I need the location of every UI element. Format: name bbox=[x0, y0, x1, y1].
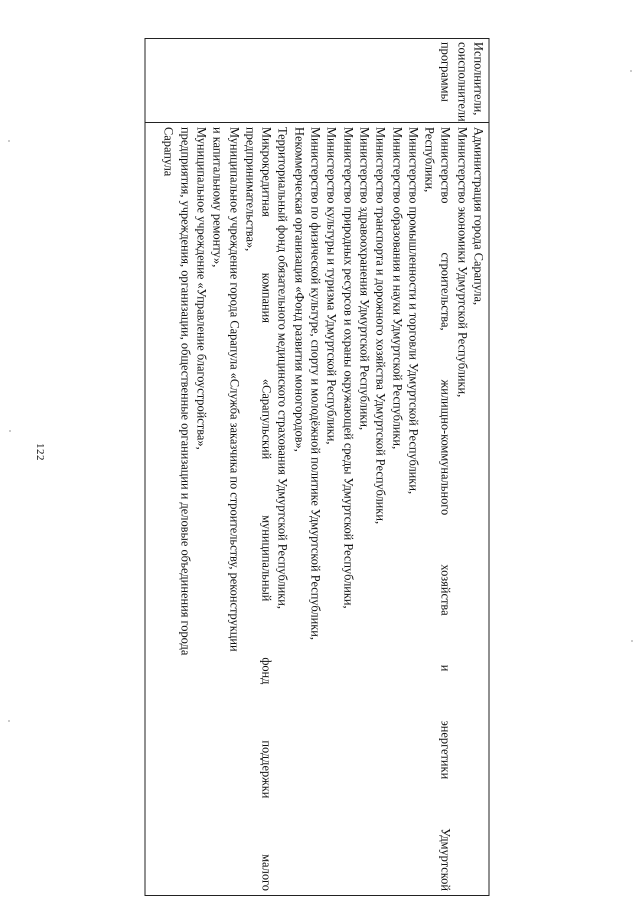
label-cell bbox=[146, 39, 489, 123]
content-line: Министерство образования и науки Удмуртской Республики, bbox=[390, 127, 405, 450]
content-line: Министерство по физической культуре, спорту и молодёжной политике Удмуртской Республики, bbox=[308, 127, 323, 640]
page-number: 122 bbox=[34, 443, 46, 461]
content-line: предпринимательства», bbox=[243, 127, 258, 252]
scan-speck bbox=[8, 720, 10, 722]
content-cell bbox=[146, 123, 489, 895]
content-line: Министерство экономики Удмуртской Республики, bbox=[455, 127, 470, 398]
content-line: Министерство строительства, жилищно-коммунального хозяйства и энергетики Удмуртской bbox=[438, 127, 453, 891]
label-line: программы bbox=[438, 42, 453, 102]
content-line: Министерство промышленности и торговли Удмуртской Республики, bbox=[406, 127, 421, 495]
scan-speck bbox=[631, 640, 633, 642]
content-line: Муниципальное учреждение города Сарапула «Служба заказчика по строительству, реконструкции bbox=[227, 127, 242, 652]
content-line: предприятия, учреждения, организации, общественные организации и деловые объединения города bbox=[178, 127, 193, 656]
content-line: Микрокредитная компания «Сарапульский муниципальный фонд поддержки малого bbox=[259, 127, 274, 891]
content-line: Министерство транспорта и дорожного хозяйства Удмуртской Республики, bbox=[373, 127, 388, 525]
content-line: и капитальному ремонту», bbox=[210, 127, 225, 268]
content-line: Сарапула bbox=[161, 127, 176, 177]
content-line: Некоммерческая организация «Фонд развития моногородов», bbox=[292, 127, 307, 452]
label-line: соисполнители bbox=[455, 42, 470, 122]
content-line: Министерство здравоохранения Удмуртской Республики, bbox=[357, 127, 372, 431]
content-line: Муниципальное учреждение «Управление благоустройства», bbox=[194, 127, 209, 450]
content-line: Территориальный фонд обязательного медицинского страхования Удмуртской Республики, bbox=[275, 127, 290, 610]
content-line: Министерство природных ресурсов и охраны окружающей среды Удмуртской Республики, bbox=[341, 127, 356, 609]
content-line: Администрация города Сарапула, bbox=[471, 127, 486, 306]
label-line: Исполнители, bbox=[471, 42, 486, 116]
scan-speck bbox=[8, 140, 10, 142]
scan-speck bbox=[9, 430, 11, 432]
content-line: Республики, bbox=[422, 127, 437, 193]
program-participants-table bbox=[145, 38, 490, 896]
scan-speck bbox=[630, 70, 632, 72]
content-line: Министерство культуры и туризма Удмуртской Республики, bbox=[324, 127, 339, 445]
